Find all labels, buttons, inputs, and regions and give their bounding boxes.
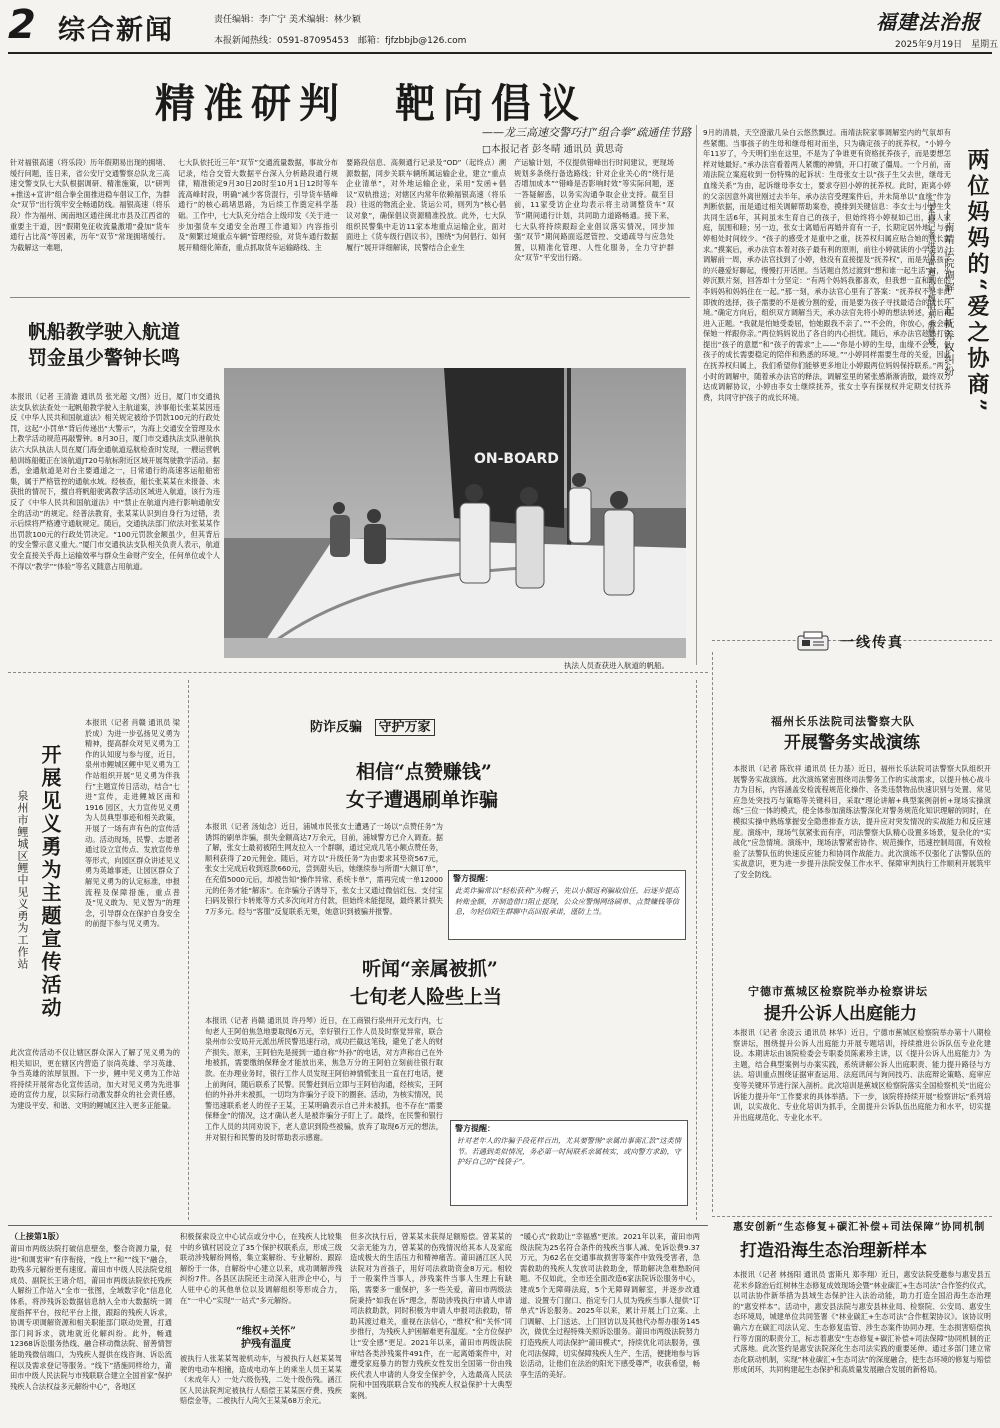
arrest-title-2: 七旬老人险些上当: [350, 986, 503, 1008]
like-warning-label: 警方提醒：: [453, 874, 493, 883]
like-warning-text: 此类诈骗常以“轻松获利”为幌子，先以小额返利骗取信任，后逐步提高转账金额，并制造借口阻止提现，公众应警惕网络刷单、点赞赚钱等信息，勿轻信陌生群聊中高回报承诺，谨防上当。: [455, 886, 679, 917]
lead-col-4: 产运输计划，不仅提供错峰出行时间建议，更现场规划多条绕行备选路线；针对企业关心的“绕行是否增加成本”“错峰是否影响时效”等实际问题，逐一答疑解惑，以务实沟通争取企业支持。截至目前，11家受访企业均表示将主动调整货车“双节”期间通行计划，共同助力道路畅通。接下来，七大队将持续跟踪企业倡议落实情况，同步加强“双节”期间路面巡逻管控、交通疏导与应急处置，以精准化管理、人性化服务，全力守护群众“双节”平安出行路。: [514, 158, 674, 263]
arrest-warning-label: 警方提醒：: [455, 1124, 495, 1133]
hotline: 本报新闻热线：0591-87095453 邮箱：fjfzbbjb@126.com: [214, 36, 467, 46]
lead-title: 精准研判 靶向倡议: [155, 80, 587, 127]
antifraud-banner-left: 防诈反骗: [310, 720, 363, 735]
continuation-subhead: “维权+关怀” 护残有温度: [236, 1326, 296, 1350]
arrest-warning-box: [450, 1120, 688, 1206]
sailboat-text: 本报讯（记者 王清澹 通讯员 张光超 文/图）近日，厦门市交通执法支队依法查处一起帆船教学驶入主航道案，涉事船长张某某因违反《中华人民共和国航道法》相关规定被给予罚款100元的行政处罚，这起“小罚单”背后传递出“大警示”，为海上交通安全管理及水上教学活动规范再敲警钟。8月30日，厦门市交通执法支队港航执法六大队执法人员在厦门海金通航道巡航检查时发现，一艘运营帆船训练船艇正在该航道JT20号航标附近区域开展驾驶教学活动。据悉，金通航道是对台主要通道之一，日常通行的高速客运船舶密集，属于严格管控的通航水域。经核查，船长张某某在未报备、未获批的情况下，擅自将帆船驶离教学活动区域进入航道，该行为违反了《中华人民共和国航道法》中“禁止在航道内进行影响通航安全的活动”的规定。经普法教育，张某某认识到自身行为过错，表示后续将严格遵守通航规定。随后，交通执法部门依法对张某某作出罚款100元的行政处罚决定。“100元罚款金额虽少，但其背后的安全警示意义重大。”厦门市交通执法支队相关负责人表示，航道安全直接关乎海上运输效率与群众生命财产安全，任何单位或个人不得以“教学”“体验”等名义随意占用航道。: [10, 392, 220, 571]
sailboat-title-1: 帆船教学驶入航道: [28, 321, 181, 343]
mothers-text: 9月的清晨，天空澄澈几朵白云悠然飘过。南靖法院家事调解室内的气氛却有些紧绷。当事孩子的生母和继母相对而坐，只为确定孩子的抚养权。“小婷今年11岁了，今天明们坐在这里，不是为了争谁更有资格抚养孩子，而是要想怎样对她最好。”承办法官看着两人紧绷的神情，开口打破了僵局。一个月前，南靖法院立案庭收到一份特殊的起诉状：生母张女士以“孩子生父去世，继母无血缘关系”为由，起诉继母李女士，要求夺回小婷的抚养权。此时，距离小婷的父亲因意外离世刚过去半年。承办法官受理案件后，并未简单以“血缘”作为判断依据，而是通过相关调解帮助案卷，摸排到关键信息：李女士与小婷生父共同生活6年，其间虽未生育自己的孩子，但始终将小婷视如己出，四人家庭，氛围和睦；另一边，张女士离婚后再婚并育有一子，长期定居外地，与小婷相处时间较少。“孩子的感受才是重中之重，抚养权归属应贴合她的成长需求。”摸案后，承办法官本着对孩子最有利的原则，前往小婷就读的小学走访。调解前一周，承办法官找到了小婷，他没有直接提及“抚养权”，而是先从孩子的兴趣爱好聊起，慢慢打开话匣。当话题自然过渡到“想和谁一起生活”时，小婷沉默片刻，回答却十分坚定：“有两个妈妈我都喜欢，但我想一直和现在的李妈妈和妈妈住在一起。”那一刻，承办法官心里有了答案：“抚养权不是非此即彼的选择，孩子需要的不是被分割的爱，而是要为孩子寻找最适合的成长环境。”确定方向后，组织双方调解当天，承办法官先将小婷的想法转述，而后再进入正题。“我就是怕她受委屈，怕她跟我不亲了。”“不会的，你放心，我会确保她一样跟你亲。”两位妈妈说出了各自的内心担忧。随后，承办法官趁热打铁提出“孩子的意愿”和“孩子的需求”上——“你是小婷的生母，血缘不会变，但孩子的成长需要稳定的陪伴和熟悉的环境。”“小婷同样需要生母的关爱，因此在抚养权归属上，我们希望你们能够更多地让小婷跟两位妈妈保持联系。”两个小时的调解中，随着承办法官的释法，调解室里的紧张感渐渐消散，最终双方达成调解协议，小婷由李女士继续抚养，张女士享有探视权并定期支付抚养费，共同守护孩子的成长环境。: [703, 128, 951, 402]
editors: 责任编辑：李广宁 美术编辑：林少颖: [214, 15, 361, 25]
lead-col-3: 要路段信息、高频通行记录及“OD”（起终点）溯源数据，同步关联车辆所属运输企业，建立“重点企业清单”，对外地运输企业，采用“发函+倡议”双轨推送；对辖区内常年依赖福银高速（将乐段）往返的物流企业、货运公司，则列为“核心倡议对象”，确保倡议资源精准投放。此外，七大队组织民警集中走访11家本地重点运输企业，面对面进上《货车级行倡议书》，围绕“为何倡行、如何履行”展开详细解读，民警结合企业生: [346, 158, 506, 252]
lead-bottom-rule: [10, 297, 690, 298]
mothers-title: 两位妈妈的“爱之协商”: [964, 148, 990, 416]
ningde-title: 提升公诉人出庭能力: [764, 1004, 917, 1024]
sailboat-title-2: 罚金虽少警钟长鸣: [28, 347, 181, 369]
ningde-kicker: 宁德市蕉城区检察院举办检察讲坛: [748, 985, 928, 998]
mothers-byline: □本报记者 洪凌雷 通讯员 魏明东 詹慧斌: [927, 198, 936, 346]
quanzhou-subtitle: 泉州市鲤城区鲤中见义勇为工作站: [16, 790, 29, 970]
like-title-1: 相信“点赞赚钱”: [356, 761, 492, 783]
quanzhou-text-bottom: 此次宣传活动不仅让辖区群众深入了解了见义勇为的相关知识，更在辖区内营造了崇尚英雄、学习英雄、争当英雄的浓厚氛围。下一步，鲤中见义勇为工作站将持续开展常态化宣传活动，加大对见义勇为先进事迹的宣传力度，以实际行动激发群众的社会责任感，为建设平安、和谐、文明的鲤城区注入更多正能量。: [10, 1048, 180, 1110]
antifraud-banner-right: 守护万家: [375, 719, 435, 736]
issue-date: 2025年9月19日 星期五: [895, 40, 999, 50]
sail-lettering: ON-BOARD: [474, 451, 559, 467]
quanzhou-title: 开展见义勇为主题宣传活动: [38, 744, 62, 1020]
sailboat-photo-svg: [224, 368, 686, 658]
lead-col-1: 针对福银高速（将乐段）历年假期易出现的拥堵、缓行问题，连日来，省公安厅交通警察总队龙三高速交警支队七大队根据调研、精准施策，以“研判+推送+宣讲”组合拳全面推进稳车倡议工作，为群众“双节”出行筑牢安全畅通防线。福银高速（将乐段）作为福州、闽南地区通往闽北市县及江西省的重要主干道，因“假期免征收流量激增”叠加“货车通行占比高”等因素，历年“双节”常现拥堵缓行。为截解这一难题，: [10, 158, 170, 252]
continuation-label: （上接第1版）: [10, 1232, 64, 1241]
like-title-2: 女子遭遇刷单诈骗: [346, 789, 499, 811]
continuation-col-3: 但多次执行后，曾某某未获得足额赔偿。曾某某的父亲无能为力，曾某某的伤残情况给其本人及家庭造成极大的生活压力和精神痛苦。莆田涵江区人民法院对为首孩子，用好司法救助资金8万元。相较于一般案件当事人，涉残案件当事人生理上有缺陷，需要多一重保护，多一些关爱，莆田市两级法院秉持“如我在诉”理念，帮助涉残执行申请人申请司法救助款，同时积极为申请人申报司法救助，帮助其渡过难关，重视在法信心，“维权”和“关怀”同步推行，为残疾人护困解难更有温度。“全方位保护让“安全感”更足。2021年以来，莆田市两级法院审结各类涉残案件491件，在一起离婚案件中，对遭受家庭暴力的智力残疾女性发出全国第一份由残疾代表人申请的人身安全保护令，入选最高人民法院和中国残联联合发布的残疾人权益保护十大典型案例。: [350, 1232, 512, 1400]
continuation-col-2b: 被执行人张某某驾驶机动车，与被执行人赵某某驾驶的电动车相撞，造成电动车上的乘坐人员王某某（未成年人）一处六级伤残，二处十级伤残。涵江区人民法院判定被执行人赔偿王某某医疗费、残疾赔偿金等，二被执行人尚欠王某某68万余元。: [180, 1354, 342, 1406]
section-title: 综合新闻: [58, 15, 174, 46]
ningde-text: 本报讯（记者 余凌云 通讯员 林华）近日，宁德市蕉城区检察院举办第十八期检察讲坛，围绕提升公诉人出庭能力开展专题培训，持续推进公诉队伍专业化建设。本期讲坛由该院检委会专职委员陈素珍主讲，以《提升公诉人出庭能力》为主题，结合典型案例与办案实践，系统讲解公诉人出庭职责、能力提升路径与方法。培训重点围绕证据审查运用、法庭讯问与询问技巧、法庭辩论策略、庭审应变等关键环节进行深入剖析。此次培训是蕉城区检察院落实全国检察机关“出庭公诉能力提升年”工作要求的具体举措。下一步，该院将持续开展“检察讲坛”系列培训，以实战化、专业化培训为抓手，全面提升公诉队伍出庭能力和水平，切实提升出庭规范化、专业化水平。: [733, 1028, 991, 1122]
lead-subtitle: ——龙三高速交警巧打“组合拳”疏通佳节路: [482, 126, 692, 139]
antifraud-left-rule: [188, 680, 189, 1220]
arrest-text: 本报讯（记者 肖赣 通讯员 许丹琴）近日，在工商银行泉州开元支行内，七旬老人王阿伯焦急地要取现6万元，幸好银行工作人员及时察觉异常，联合泉州市公安局开元派出所民警迅速行动，成功拦截这笔钱，避免了老人的财产损失。原来，王阿伯先是接到一通自称“外孙”的电话，对方声称自己在外地被抓，需要缴纳保释金才能放出来，焦急万分的王阿伯立刻前往银行取款。在办理业务时，银行工作人员发现王阿伯神情慌张且一直在打电话，便上前询问，随后联系了民警。民警赶到后立即与王阿伯沟通，经核实，王阿伯的外孙并未被抓，一切均为诈骗分子设下的圈套。活动，为核实情况，民警迅速联系老人的侄子王某，王某明确表示自己并未被抓，也不存在“需要保释金”的情况，这才确认老人是被诈骗分子盯上了。最终，在民警和银行工作人员的共同劝说下，老人意识到险些被骗，放弃了取现6万元的想法，并对银行和民警的及时帮助表示感谢。: [205, 1016, 443, 1142]
continuation-col-2: 积极探索设立中心试点或分中心，在残疾人比较集中的乡镇村居设立了35个保护权联系点，形成三级联动涉残解纷网格，集立案解纷、专业解纷、跟踪解纷于一体，自解纷中心建立以来，成功调解涉残纠纷7件。各县区法院还主动深入驻涉企中心，与人驻中心的其他单位以及调解组织等形成合力，在“一中心”实现“一站式”多元解纷。: [180, 1232, 342, 1305]
paper-logo: 福建法治报: [876, 10, 981, 34]
huian-title: 打造沿海生态治理新样本: [740, 1241, 927, 1261]
fax-bottom-rule: [712, 1216, 992, 1217]
fax-icon-svg: [796, 630, 836, 652]
sailboat-photo: [224, 368, 686, 658]
fax-left-rule: [712, 652, 713, 1212]
antifraud-banner: [310, 716, 435, 735]
fax-label: 一线传真: [840, 635, 904, 651]
continuation-top-rule: [8, 1225, 708, 1226]
quanzhou-text-top: 本报讯（记者 肖赣 通讯员 梁於成）为进一步弘扬见义勇为精神，提高群众对见义勇为工作的认知度与参与度，近日，泉州市鲤城区鲤中见义勇为工作站组织开展“见义勇为伴我行”主题宣传日活动，结合“七进”宣传，走进鲤城区南和1916 园区，大力宣传见义勇为人员典型事迹和相关政策，开展了一场有声有色的宣传活动。活动现场，民警、志愿者通过设立宣传点、发放宣传单等形式，向园区群众讲述见义勇为英雄事迹，让园区群众了解见义勇为的认定标准，申报流程及保障措施，重点普及“见义敢为、见义智为”的理念，引导群众在保护自身安全的前提下参与见义勇为。: [85, 718, 180, 929]
arrest-title-1: 听闻“亲属被抓”: [362, 958, 498, 980]
fuqing-title: 开展警务实战演练: [784, 733, 920, 753]
arrest-warning-text: 针对老年人的诈骗手段花样百出，尤其要警惕“亲属出事需汇款”这类情节。若遇到类似情况，务必第一时间联系亲属核实，或向警方求助，守护好自己的“钱袋子”。: [457, 1136, 681, 1167]
quanzhou-top-rule: [8, 672, 708, 673]
fax-icon: [796, 630, 836, 652]
fuqing-text: 本报讯（记者 陈钦祥 通讯员 任力基）近日，福州长乐法院司法警察大队组织开展警务实战演练。此次演练紧密围绕司法警务工作的实战需求，以提升核心战斗力为目标，内容涵盖安检流程规范化操作、各类违禁物品快速识别与处置、常见应急处突技巧与策略等关键科目，采取“理论讲解+典型案例剖析+现场实操演练”三位一体的模式，使全体参加演练法警深化对警务规范化知识理解的同时，在模拟实操中熟练掌握安全隐患排查方法，提升应对突发情况的实战能力和反应速度。演练中，现场气氛紧张而有序，司法警察大队精心设置多场景，复杂化的“实战化”应急情境。演练中，现场法警紧密协作、规范操作，迅速控制局面，有效检验了法警队伍的快速反应能力和协同作战能力。此次演练不仅强化了法警队伍的实战意识，更为进一步提升法院安保工作水平、保障审判执行工作顺利开展筑牢了安全防线。: [733, 764, 991, 879]
masthead-rule: [8, 52, 992, 54]
lead-col-2: 七大队依托近三年“双节”交通流量数据，事故分布记录，结合交管大数据平台深入分析路段通行规律，精准锁定9月30日20时至10月1日12时等车流高峰时段，明确“减少客货混行，引导货车错峰通行”的核心疏堵思路，为后续工作奠定科学基础。工作中，七大队充分结合上级印发《关于进一步加强货车交通安全治理工作通知》内容指引及“频繁过境重点车辆”管理经验，对货车通行数据展开精细化筛查，重点抓取货车运输路线、主: [178, 158, 338, 252]
huian-kicker: 惠安创新“生态修复+碳汇补偿+司法保障”协同机制: [733, 1222, 986, 1233]
right-column-divider: [696, 125, 697, 665]
sailboat-caption: 执法人员查获进入航道的帆船。: [564, 661, 669, 670]
lead-byline: □本报记者 彭冬晴 通讯员 黄思奇: [482, 144, 624, 155]
fuqing-kicker: 福州长乐法院司法警察大队: [771, 715, 915, 728]
like-text: 本报讯（记者 汤灿念）近日，浦城市民张女士遭遇了一场以“点赞任务”为诱饵的刷单诈骗，损失金额高达7万余元，目前，浦城警方已介入调查。据了解，张女士最初被陌生网友拉入一个群聊，通过完成几笔小额点赞任务，顺利获得了20元佣金。随后，对方以“升级任务”为由要求其垫资567元，张女士完成后收到返款660元，尝到甜头后，她继续参与所谓“大额订单”，在充值5000元后，却被告知“操作异常、系统卡单”，需再完成一单12000元的任务才能“解冻”。在诈骗分子诱导下，张女士又通过微信红包、支付宝扫码及银行卡转账等方式多次向对方付款，但始终未能提现，最终累计损失7万多元。经与“客服”反复联系无果，她意识到被骗并报警。: [205, 822, 443, 916]
mothers-subtitle: ——南靖法院调解一起抚养权纠纷: [942, 198, 953, 378]
huian-text: 本报讯（记者 林扬阳 通讯员 雷斯凡 郑李翔）近日，惠安法院受邀参与惠安县五花米乡除治后红树林生态修复成效现场会暨“林业碳汇+生态司法”合作签约仪式，以司法协作新举措为县域生态保护注入法治动能，助力打造全国沿海生态治理的“惠安样本”。活动中，惠安县法院与惠安县林业局、检察院、公安局、惠安生态环境局，城建单位共同签署《“林业碳汇+生态司法”合作框架协议》。该协议明确六方在碳汇司法认定、生态修复监管、涉生态案件协同办理、生态损害赔偿执行等方面的职责分工，标志着惠安“生态修复+碳汇补偿+司法保障”协同机制的正式落地。此次签约是惠安法院深化生态司法实践的重要延伸。通过多部门建立常态化联动机制，实现“林业碳汇+生态司法”的深度融合，使生态环境的修复与赔偿形成闭环，共同构建起生态保护和高质量发展融合发展的新格局。: [733, 1270, 991, 1375]
page-number: 2: [8, 2, 36, 48]
antifraud-right-rule: [696, 680, 697, 1220]
continuation-col-1: 莆田市两级法院打破信息壁垒，整合资源力量，促进“和调衷审”有序衔接，“线上”“和”“线下”融合，助残多元解纷更有速度。莆田市中级人民法院党组成员、副院长王诸介绍，莆田市两级法院依托残疾人解纷工作站入“全市一张图，全域数字化”信息化体系，将涉残诉讼数据信息纳入全市大数据统一调度指挥平台，按纪平台上报，跟踪的残疾人诉求，协调专项调解资源和相关职能部门联动处置，打通部门间诉求，就地就近化解纠纷。此外，畅通12368诉讼服务热线、融合移动微法院、留善情智能助残微信端口，为残疾人提供在线咨询、诉讼流程以及需求登记等服务。“线下”措施同样给力，莆田市中级人民法院与市残联联合建立全国首家“保护残疾人合法权益多元解纷中心”，各地区: [10, 1244, 172, 1391]
continuation-col-4: “暖心式”救助让“幸福感”更浓。2021年以来，莆田市两级法院为25名符合条件的残疾当事人减、免诉讼费9.37万元，为62名在交通事故损害等案件中致残受害者，急需救助的残疾人发放司法救助金，帮助解决急难愁盼问题。不仅如此，全市还全面改造6家法院诉讼服务中心，建成5个无障碍法庭，5个无障碍调解室，并逐步改通道、设置专门窗口、指定专门人员为残疾当事人提供“订单式”诉讼服务。2025年以来，累计开展上门立案、上门调解、上门送达、上门回访以及其他代办帮办服务145次，做优全过程特殊关照诉讼服务。莆田市两级法院努力打造残疾人司法保护“莆田模式”，持续优化司法服务，强化司法保障，切实保障残疾人生产、生活，便捷地参与诉讼活动，让他们在法治的阳光下感受尊严，收获希望，畅享生活的美好。: [520, 1232, 700, 1379]
like-warning-box: [448, 870, 686, 940]
